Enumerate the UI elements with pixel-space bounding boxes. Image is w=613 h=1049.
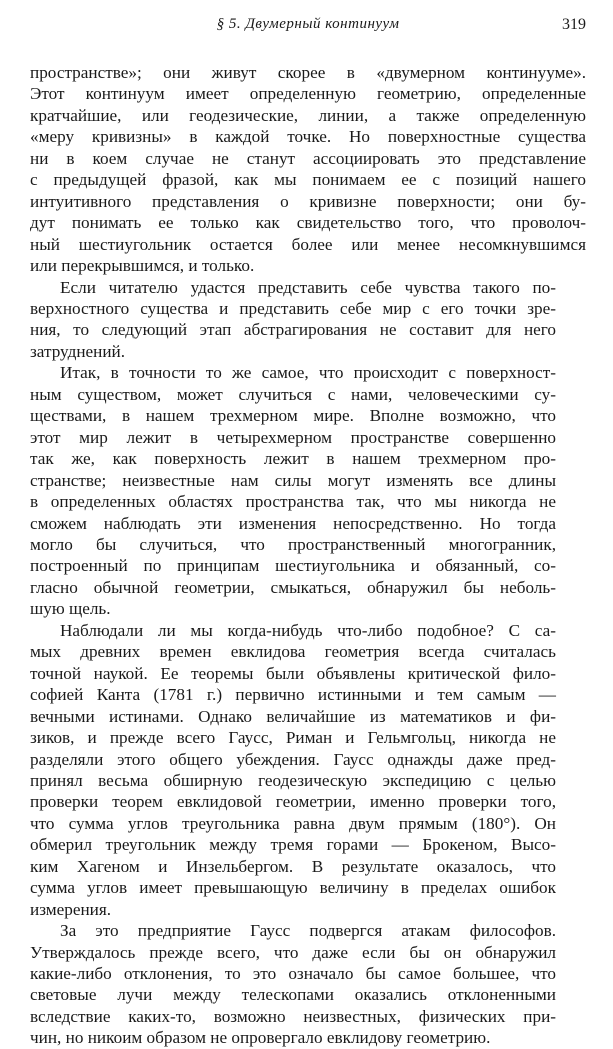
paragraph (30, 277, 586, 363)
text-line: ный шестиугольник остается более или менее несомкнувшимся (30, 234, 586, 254)
running-head (30, 16, 586, 42)
text-line: построенный по принципам шестиугольника и обязанный, со- (30, 556, 556, 576)
page-number: 319 (562, 16, 586, 33)
paragraph (30, 62, 586, 277)
text-line: ния, то следующий этап абстрагирования не составит для него (30, 320, 556, 340)
text-line: этот мир лежит в четырехмерном пространстве совершенно (30, 427, 556, 447)
text-line: вследствие каких-то, возможно неизвестных, физических при- (30, 1006, 556, 1026)
text-line: Наблюдали ли мы когда-нибудь что-либо подобное? С са- (60, 620, 556, 640)
text-line: в определенных областях пространства так, что мы никогда не (30, 492, 556, 512)
text-line: ни в коем случае не станут ассоциировать это представление (30, 148, 586, 168)
text-line: затруднений. (30, 341, 126, 361)
text-line: точной наукой. Ее теоремы были объявлены критической фило- (30, 663, 556, 683)
text-line: гласно обычной геометрии, смыкаться, обнаружил бы неболь- (30, 577, 556, 597)
text-line: сумма углов имеет превышающую величину в пределах ошибок (30, 878, 556, 898)
text-line: Этот континуум имеет определенную геометрию, определенные (30, 84, 586, 104)
text-line: с предыдущей фразой, как мы понимаем ее с позиций нашего (30, 170, 587, 190)
paragraph (30, 362, 586, 619)
text-line: вечными истинами. Однако величайшие из математиков и фи- (30, 706, 556, 726)
text-line: могло бы случиться, что пространственный многогранник, (30, 534, 556, 554)
text-line: За это предприятие Гаусс подвергся атакам философов. (60, 921, 556, 941)
section-title: § 5. Двумерный континуум (216, 16, 400, 32)
text-line: или перекрывшимся, и только. (30, 256, 255, 276)
text-line: так же, как поверхность лежит в нашем трехмерном про- (30, 449, 556, 469)
text-line: сможем наблюдать эти изменения непосредственно. Но тогда (30, 513, 556, 533)
text-line: зиков, и прежде всего Гаусс, Риман и Гельмгольц, никогда не (30, 728, 556, 748)
text-line: обмерил треугольник между тремя горами — Брокеном, Высо- (30, 835, 556, 855)
book-page (30, 16, 586, 1049)
text-line: какие-либо отклонения, то это означало бы самое большее, что (30, 964, 556, 984)
text-line: световые лучи между телескопами оказались отклоненными (30, 985, 556, 1005)
paragraph (30, 620, 586, 920)
text-line: верхностного существа и представить себе мир с его точки зре- (30, 298, 556, 318)
text-line: интуитивного представления о кривизне поверхности; они бу- (30, 191, 586, 211)
text-line: проверки теорем евклидовой геометрии, именно проверки того, (30, 792, 556, 812)
text-line: кратчайшие, или геодезические, линии, а также определенную (30, 105, 586, 125)
text-line: разделяли этого общего убеждения. Гаусс однажды даже пред- (30, 749, 556, 769)
text-line: Утверждалось прежде всего, что даже если бы он обнаружил (30, 942, 556, 962)
text-line: ным существом, может случиться с нами, человеческими су- (30, 384, 556, 404)
text-line: ществами, в нашем трехмерном мире. Вполне возможно, что (30, 406, 556, 426)
text-line: софией Канта (1781 г.) первично истинными и тем самым — (30, 685, 556, 705)
paragraph (30, 920, 586, 1049)
text-line: «меру кривизны» в каждой точке. Но поверхностные существа (30, 127, 586, 147)
body-text (30, 62, 586, 1049)
text-line: Итак, в точности то же самое, что происходит с поверхност- (60, 363, 556, 383)
text-line: шую щель. (30, 599, 111, 619)
text-line: странстве; неизвестные нам силы могут изменять все длины (30, 470, 556, 490)
text-line: Если читателю удастся представить себе чувства такого по- (60, 277, 556, 297)
text-line: принял весьма обширную геодезическую экспедицию с целью (30, 770, 556, 790)
text-line: ким Хагеном и Инзельбергом. В результате оказалось, что (30, 856, 556, 876)
text-line: мых древних времен евклидова геометрия всегда считалась (30, 642, 556, 662)
text-line: измерения. (30, 899, 112, 919)
text-line: пространстве»; они живут скорее в «двумерном континууме». (30, 63, 586, 82)
text-line: дут понимать ее только как свидетельство того, что проволоч- (30, 213, 586, 233)
text-line: чин, но никоим образом не опровергало евклидову геометрию. (30, 1028, 491, 1048)
text-line: что сумма углов треугольника равна двум прямым (180°). Он (30, 813, 556, 833)
